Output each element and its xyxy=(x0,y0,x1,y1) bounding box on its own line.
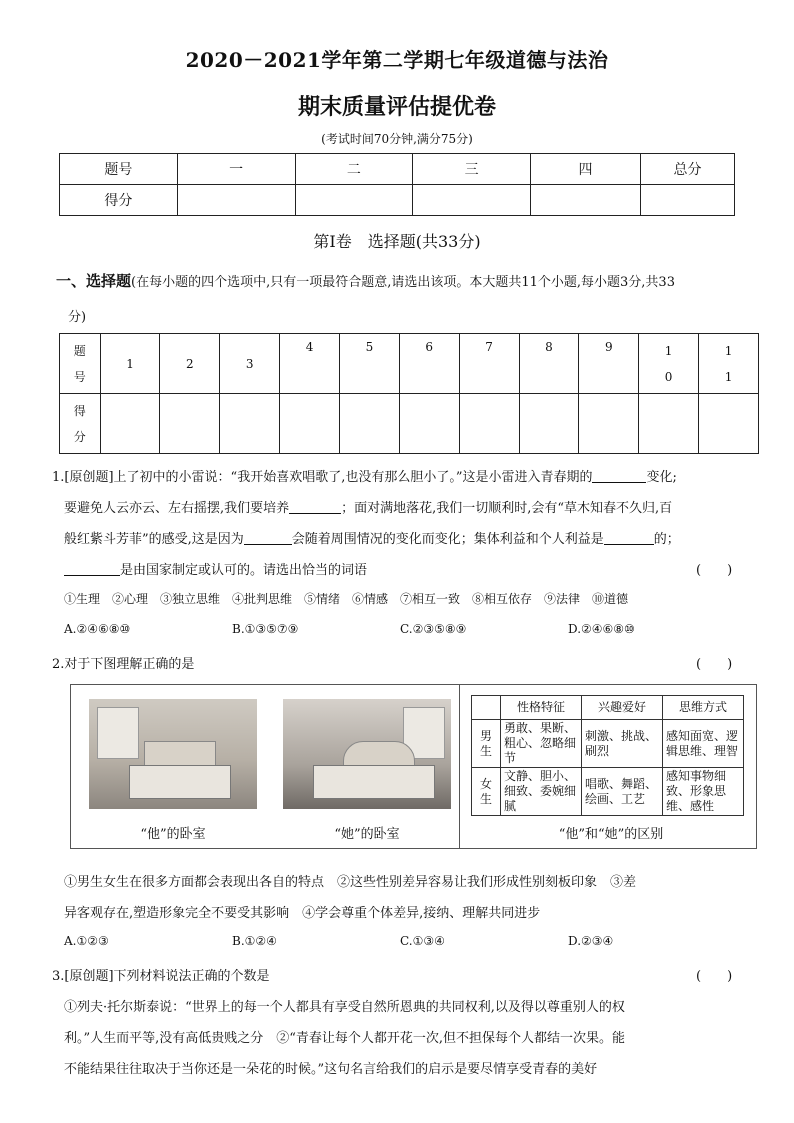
q2-option-b[interactable]: B.①②④ xyxy=(232,934,277,948)
traits-cell: 刺激、挑战、刷烈 xyxy=(582,720,663,768)
traits-head-cell: 性格特征 xyxy=(501,696,582,720)
score-cell[interactable] xyxy=(295,185,413,216)
num11-bottom: 1 xyxy=(724,369,733,384)
traits-head-cell: 兴趣爱好 xyxy=(582,696,663,720)
answer-table-score-label xyxy=(60,394,101,454)
head-top: 题 xyxy=(73,343,86,358)
question-number: 1 xyxy=(100,334,160,394)
answer-table-head xyxy=(60,334,101,394)
question-number-11 xyxy=(699,334,759,394)
question-number: 9 xyxy=(579,334,639,394)
q2-option-a[interactable]: A.①②③ xyxy=(64,934,109,948)
question-number: 5 xyxy=(339,334,399,394)
difference-caption: “他”和“她”的区别 xyxy=(558,827,664,842)
q1-text: 般红紫斗芳菲”的感受,这是因为 xyxy=(64,532,244,547)
answer-cell[interactable] xyxy=(100,394,160,454)
score-table-header-cell: 二 xyxy=(295,154,413,185)
answer-cell[interactable] xyxy=(280,394,340,454)
window-shape xyxy=(97,707,139,759)
q1-line3 xyxy=(64,528,680,547)
answer-cell[interactable] xyxy=(399,394,459,454)
answer-cell[interactable] xyxy=(220,394,280,454)
exam-title: 2020－2021学年第二学期七年级道德与法治 xyxy=(185,48,609,72)
traits-cell: 唱歌、舞蹈、绘画、工艺 xyxy=(582,768,663,816)
q2-stem: 2.对于下图理解正确的是 xyxy=(52,657,195,672)
difference-table xyxy=(471,695,744,816)
score-table-header-cell: 三 xyxy=(413,154,531,185)
q1-line4 xyxy=(64,559,367,578)
q1-option-b[interactable]: B.①③⑤⑦⑨ xyxy=(232,622,299,636)
num10-top: 1 xyxy=(664,343,673,358)
traits-head-cell xyxy=(472,696,501,720)
his-bedroom-caption: “他”的卧室 xyxy=(140,827,206,842)
question-number-10 xyxy=(639,334,699,394)
answer-cell[interactable] xyxy=(160,394,220,454)
bed-shape xyxy=(313,765,435,799)
q3-line3: 不能结果往往取决于当你还是一朵花的时候。”这句名言给我们的启示是要尽情享受青春的美好 xyxy=(64,1062,598,1077)
answer-cell[interactable] xyxy=(519,394,579,454)
score-cell[interactable] xyxy=(413,185,531,216)
traits-cell: 感知事物细致、形象思维、感性 xyxy=(663,768,744,816)
question-number: 8 xyxy=(519,334,579,394)
her-bedroom-caption: “她”的卧室 xyxy=(334,827,400,842)
q1-option-c[interactable]: C.②③⑤⑧⑨ xyxy=(400,622,467,636)
answer-table xyxy=(59,333,759,454)
q1-text: 的； xyxy=(653,532,680,547)
score-table-header-cell: 题号 xyxy=(60,154,178,185)
score-bottom: 分 xyxy=(73,429,86,444)
score-table-header-cell: 总分 xyxy=(640,154,734,185)
q1-text: 1.[原创题]上了初中的小雷说：“我开始喜欢唱歌了,也没有那么胆小了。”这是小雷进入青春期的 xyxy=(52,470,593,485)
q3-stem: 3.[原创题]下列材料说法正确的个数是 xyxy=(52,969,270,984)
exam-note: (考试时间70分钟,满分75分) xyxy=(321,132,473,146)
score-table-header-cell: 一 xyxy=(177,154,295,185)
num10-bottom: 0 xyxy=(664,369,673,384)
q1-blank-1[interactable] xyxy=(592,468,646,483)
part1-instructions: (在每小题的四个选项中,只有一项最符合题意,请选出该项。本大题共11个小题,每小题3分,共33 xyxy=(131,275,675,290)
q2-option-d[interactable]: D.②③④ xyxy=(568,934,614,948)
traits-cell: 文静、胆小、细致、委婉细腻 xyxy=(501,768,582,816)
part1-intro xyxy=(56,266,756,298)
q3-answer-paren[interactable]: ( ) xyxy=(696,969,733,984)
exam-subtitle: 期末质量评估提优卷 xyxy=(297,95,496,120)
q1-text: 是由国家制定或认可的。请选出恰当的词语 xyxy=(120,563,368,578)
answer-cell[interactable] xyxy=(339,394,399,454)
q1-choices: ①生理 ②心理 ③独立思维 ④批判思维 ⑤情绪 ⑥情感 ⑦相互一致 ⑧相互依存 ⑨法律 ⑩道德 xyxy=(64,592,629,606)
q1-text: ；面对满地落花,我们一切顺利时,会有“草木知春不久归,百 xyxy=(341,501,673,516)
q2-figure xyxy=(70,684,757,849)
traits-head-cell: 思维方式 xyxy=(663,696,744,720)
q1-option-a[interactable]: A.②④⑥⑧⑩ xyxy=(64,622,131,636)
answer-cell[interactable] xyxy=(459,394,519,454)
question-number: 6 xyxy=(399,334,459,394)
q1-text: 会随着周围情况的变化而变化；集体利益和个人利益是 xyxy=(291,532,604,547)
q1-blank-2[interactable] xyxy=(289,499,341,514)
traits-row-label: 女生 xyxy=(472,768,501,816)
question-number: 3 xyxy=(220,334,280,394)
his-bedroom-photo xyxy=(89,699,257,809)
q1-blank-5[interactable] xyxy=(64,561,120,576)
score-cell[interactable] xyxy=(531,185,641,216)
answer-cell[interactable] xyxy=(699,394,759,454)
q1-option-d[interactable]: D.②④⑥⑧⑩ xyxy=(568,622,635,636)
q1-text: 要避免人云亦云、左右摇摆,我们要培养 xyxy=(64,501,290,516)
bed-shape xyxy=(129,765,231,799)
question-number: 7 xyxy=(459,334,519,394)
q1-text: 变化; xyxy=(646,470,677,485)
figure-divider xyxy=(459,685,460,848)
her-bedroom-photo xyxy=(283,699,451,809)
head-bottom: 号 xyxy=(73,369,86,384)
answer-cell[interactable] xyxy=(639,394,699,454)
question-number: 2 xyxy=(160,334,220,394)
score-table-header-cell: 四 xyxy=(531,154,641,185)
q1-line1 xyxy=(52,466,677,485)
question-number: 4 xyxy=(280,334,340,394)
score-cell[interactable] xyxy=(177,185,295,216)
part1-heading: 一、选择题 xyxy=(56,272,132,290)
q2-statement-line1: ①男生女生在很多方面都会表现出各自的特点 ②这些性别差异容易让我们形成性别刻板印象 ③差 xyxy=(64,875,637,890)
num11-top: 1 xyxy=(724,343,733,358)
answer-cell[interactable] xyxy=(579,394,639,454)
traits-row-label: 男生 xyxy=(472,720,501,768)
traits-cell: 勇敢、果断、粗心、忽略细节 xyxy=(501,720,582,768)
traits-cell: 感知面宽、逻辑思维、理智 xyxy=(663,720,744,768)
q2-statement-line2: 异客观存在,塑造形象完全不要受其影响 ④学会尊重个体差异,接纳、理解共同进步 xyxy=(64,906,541,921)
q1-line2 xyxy=(64,497,672,516)
q3-line2: 利。”人生而平等,没有高低贵贱之分 ②“青春让每个人都开花一次,但不担保每个人都结一次果。能 xyxy=(64,1031,626,1046)
score-cell[interactable] xyxy=(640,185,734,216)
q3-line1: ①列夫·托尔斯泰说：“世界上的每一个人都具有享受自然所恩典的共同权利,以及得以尊重别人的权 xyxy=(64,1000,625,1015)
section-title: 第Ⅰ卷 选择题(共33分) xyxy=(313,232,481,251)
score-top: 得 xyxy=(73,403,86,418)
q1-blank-3[interactable] xyxy=(244,530,292,545)
score-table xyxy=(59,153,735,216)
q1-blank-4[interactable] xyxy=(604,530,654,545)
q1-answer-paren[interactable]: ( ) xyxy=(696,563,733,578)
q2-option-c[interactable]: C.①③④ xyxy=(400,934,445,948)
part1-intro-end: 分) xyxy=(68,310,87,325)
q2-answer-paren[interactable]: ( ) xyxy=(696,657,733,672)
score-row-label: 得分 xyxy=(60,185,178,216)
